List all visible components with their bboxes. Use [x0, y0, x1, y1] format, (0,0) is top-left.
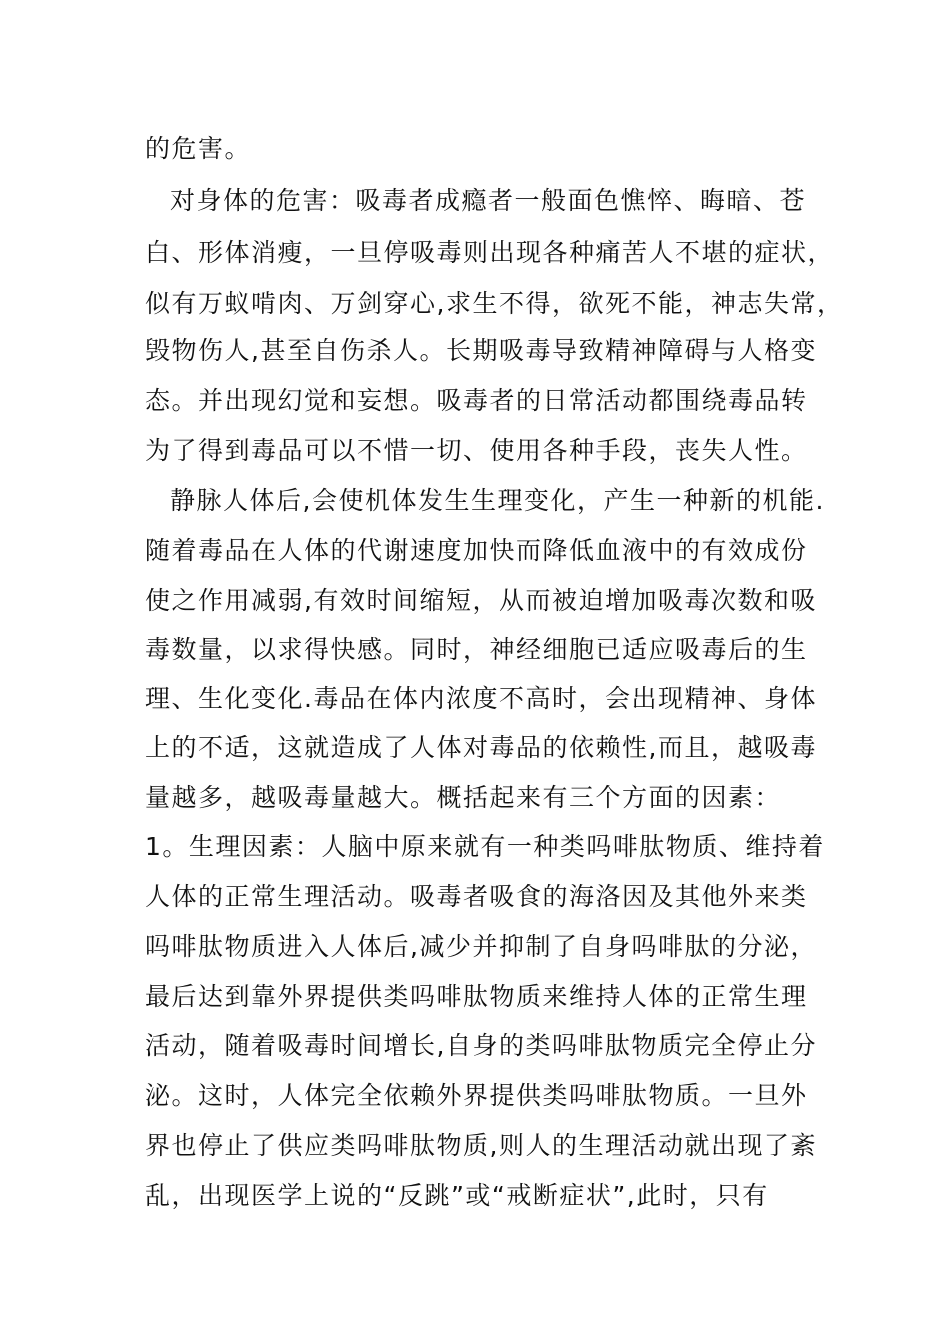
text-line: 静脉人体后,会使机体发生生理变化，产生一种新的机能.	[170, 486, 825, 515]
text-line: 态。并出现幻觉和妄想。吸毒者的日常活动都围绕毒品转	[145, 386, 808, 415]
text-line: 白、形体消瘦，一旦停吸毒则出现各种痛苦人不堪的症状，	[145, 238, 835, 267]
text-line: 上的不适，这就造成了人体对毒品的依赖性,而且，越吸毒	[145, 733, 817, 762]
text-line: 1。生理因素：人脑中原来就有一种类吗啡肽物质、维持着	[145, 832, 825, 861]
text-line: 毁物伤人,甚至自伤杀人。长期吸毒导致精神障碍与人格变	[145, 336, 817, 365]
text-line: 对身体的危害：吸毒者成瘾者一般面色憔悴、晦暗、苍	[170, 186, 807, 215]
text-line: 理、生化变化.毒品在体内浓度不高时，会出现精神、身体	[145, 684, 817, 713]
text-line: 乱，出现医学上说的“反跳”或“戒断症状”,此时，只有	[145, 1181, 769, 1210]
text-line: 最后达到靠外界提供类吗啡肽物质来维持人体的正常生理	[145, 982, 808, 1011]
text-line: 使之作用减弱,有效时间缩短，从而被迫增加吸毒次数和吸	[145, 586, 817, 615]
text-line: 泌。这时，人体完全依赖外界提供类吗啡肽物质。一旦外	[145, 1081, 808, 1110]
text-line: 为了得到毒品可以不惜一切、使用各种手段，丧失人性。	[145, 436, 808, 465]
text-line: 毒数量，以求得快感。同时，神经细胞已适应吸毒后的生	[145, 635, 808, 664]
text-line: 的危害。	[145, 134, 252, 163]
text-line: 随着毒品在人体的代谢速度加快而降低血液中的有效成份	[145, 536, 808, 565]
text-line: 吗啡肽物质进入人体后,减少并抑制了自身吗啡肽的分泌，	[145, 932, 817, 961]
text-line: 界也停止了供应类吗啡肽物质,则人的生理活动就出现了紊	[145, 1131, 817, 1160]
text-line: 似有万蚁啃肉、万剑穿心,求生不得，欲死不能，神志失常，	[145, 289, 844, 318]
text-line: 量越多，越吸毒量越大。概括起来有三个方面的因素：	[145, 783, 782, 812]
text-line: 人体的正常生理活动。吸毒者吸食的海洛因及其他外来类	[145, 882, 808, 911]
text-line: 活动，随着吸毒时间增长,自身的类吗啡肽物质完全停止分	[145, 1031, 817, 1060]
